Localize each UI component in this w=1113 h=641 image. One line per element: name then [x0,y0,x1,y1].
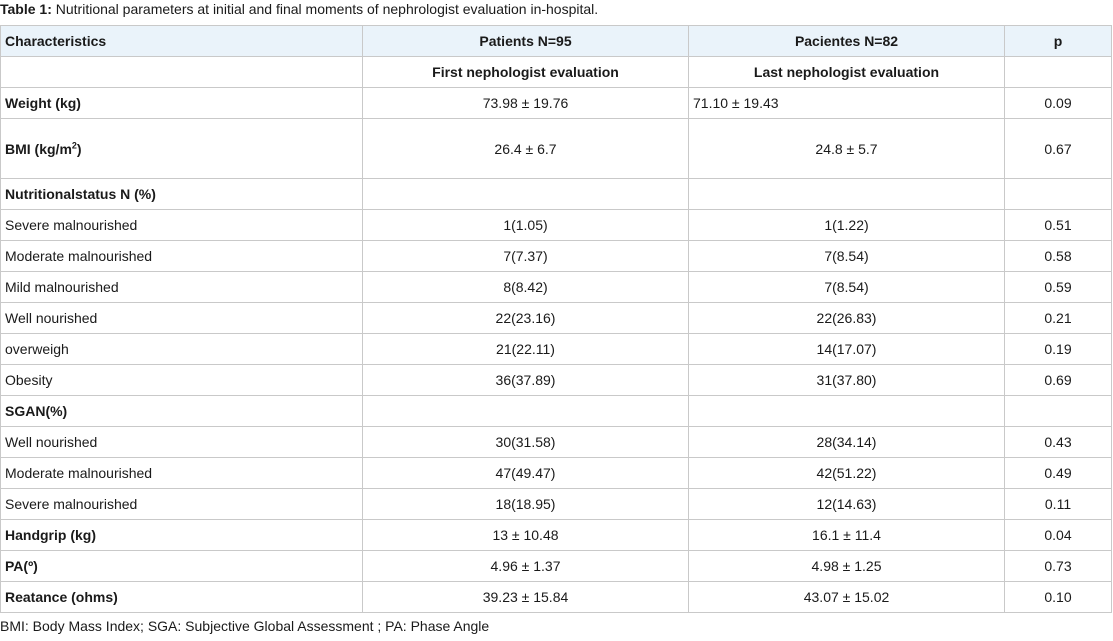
header-characteristics: Characteristics [1,26,363,57]
row-label: Mild malnourished [1,272,363,303]
section-label: Nutritionalstatus N (%) [1,179,363,210]
cell-last: 24.8 ± 5.7 [689,119,1005,179]
cell-p: 0.58 [1005,241,1112,272]
cell-last: 4.98 ± 1.25 [689,551,1005,582]
table-footnote: BMI: Body Mass Index; SGA: Subjective Global Assessment ; PA: Phase Angle [0,618,490,634]
cell-last: 12(14.63) [689,489,1005,520]
row-label: Handgrip (kg) [1,520,363,551]
cell-last: 71.10 ± 19.43 [689,88,1005,119]
header-patients: Patients N=95 [363,26,689,57]
subheader-empty [1,57,363,88]
cell-last: 42(51.22) [689,458,1005,489]
cell-first: 26.4 ± 6.7 [363,119,689,179]
table-row [1,520,1112,551]
row-label: PA(º) [1,551,363,582]
table-row [1,458,1112,489]
row-label: Moderate malnourished [1,241,363,272]
caption-text: Nutritional parameters at initial and final moments of nephrologist evaluation in-hospital. [51,1,599,17]
section-label: SGAN(%) [1,396,363,427]
cell-last: 7(8.54) [689,241,1005,272]
row-label: Severe malnourished [1,210,363,241]
cell-p: 0.04 [1005,520,1112,551]
cell-first: 4.96 ± 1.37 [363,551,689,582]
cell-p: 0.19 [1005,334,1112,365]
cell-first: 1(1.05) [363,210,689,241]
cell-last: 7(8.54) [689,272,1005,303]
row-label: Severe malnourished [1,489,363,520]
table-row [1,551,1112,582]
cell-first: 73.98 ± 19.76 [363,88,689,119]
cell-p: 0.69 [1005,365,1112,396]
row-label: Well nourished [1,303,363,334]
table-row [1,334,1112,365]
cell-first: 30(31.58) [363,427,689,458]
table-row [1,119,1112,179]
table-row [1,241,1112,272]
table-row [1,272,1112,303]
section-row [1,396,1112,427]
cell-p: 0.73 [1005,551,1112,582]
row-label: BMI $(kg/m^2)$ [1,119,363,179]
cell-p: 0.59 [1005,272,1112,303]
header-p: p [1005,26,1112,57]
table-row [1,427,1112,458]
cell-last: 28(34.14) [689,427,1005,458]
section-row [1,179,1112,210]
cell-first: 13 ± 10.48 [363,520,689,551]
cell-first: 36(37.89) [363,365,689,396]
table-caption [0,0,598,18]
cell-first: 8(8.42) [363,272,689,303]
cell-last: 31(37.80) [689,365,1005,396]
cell-p: 0.49 [1005,458,1112,489]
caption-label: Table 1: [0,1,52,17]
header-pacientes: Pacientes N=82 [689,26,1005,57]
subheader-row [1,57,1112,88]
row-label: Well nourished [1,427,363,458]
table-row [1,88,1112,119]
cell-p: 0.10 [1005,582,1112,613]
cell-p: 0.51 [1005,210,1112,241]
cell-first: 21(22.11) [363,334,689,365]
nutrition-table [0,25,1112,613]
cell-last: 1(1.22) [689,210,1005,241]
table-row [1,489,1112,520]
row-label: Moderate malnourished [1,458,363,489]
cell-last: 14(17.07) [689,334,1005,365]
cell-p: 0.11 [1005,489,1112,520]
header-row [1,26,1112,57]
row-label: Weight (kg) [1,88,363,119]
subheader-p-empty [1005,57,1112,88]
table-row [1,365,1112,396]
subheader-last-evaluation: Last nephologist evaluation [689,57,1005,88]
cell-p: 0.09 [1005,88,1112,119]
table-row [1,303,1112,334]
table-row [1,582,1112,613]
row-label: overweigh [1,334,363,365]
table-row [1,210,1112,241]
cell-p: 0.67 [1005,119,1112,179]
subheader-first-evaluation: First nephologist evaluation [363,57,689,88]
cell-first: 18(18.95) [363,489,689,520]
cell-first: 7(7.37) [363,241,689,272]
cell-first: 22(23.16) [363,303,689,334]
cell-first: 47(49.47) [363,458,689,489]
cell-last: 22(26.83) [689,303,1005,334]
cell-last: 43.07 ± 15.02 [689,582,1005,613]
cell-first: 39.23 ± 15.84 [363,582,689,613]
cell-last: 16.1 ± 11.4 [689,520,1005,551]
row-label: Obesity [1,365,363,396]
cell-p: 0.43 [1005,427,1112,458]
cell-p: 0.21 [1005,303,1112,334]
row-label: Reatance (ohms) [1,582,363,613]
